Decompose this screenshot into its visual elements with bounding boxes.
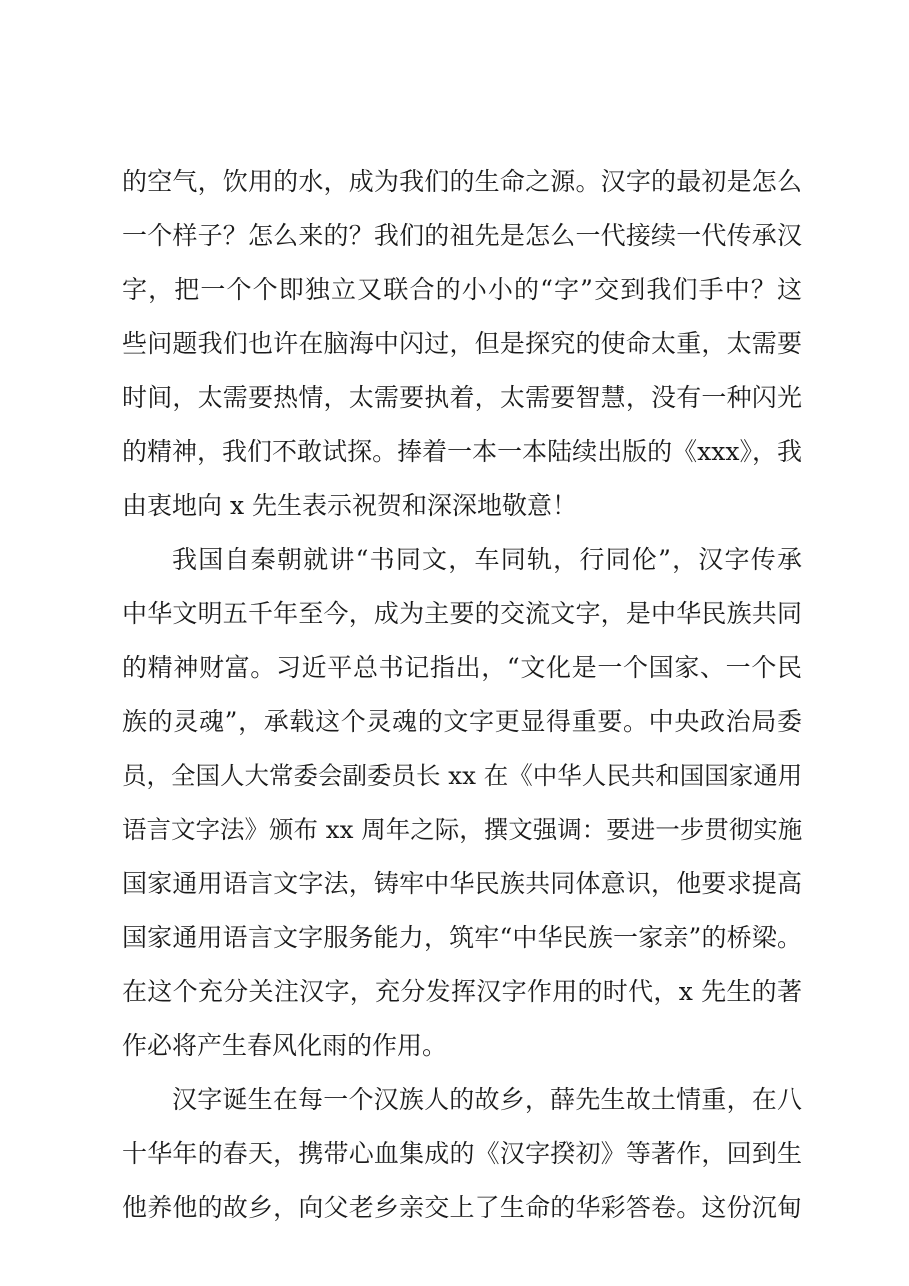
text-line: 族的灵魂”，承载这个灵魂的文字更显得重要。中央政治局委: [122, 707, 802, 736]
text-line: 的空气，饮用的水，成为我们的生命之源。汉字的最初是怎么: [122, 167, 802, 196]
text-line: 时间，太需要热情，太需要执着，太需要智慧，没有一种闪光: [122, 383, 802, 412]
text-line: 十华年的春天，携带心血集成的《汉字揆初》等著作，回到生: [122, 1139, 802, 1168]
text-line: 汉字诞生在每一个汉族人的故乡，薛先生故土情重，在八: [172, 1085, 802, 1114]
text-line: 作必将产生春风化雨的作用。: [122, 1031, 448, 1060]
text-line: 国家通用语言文字法，铸牢中华民族共同体意识，他要求提高: [122, 869, 802, 898]
text-line: 国家通用语言文字服务能力，筑牢“中华民族一家亲”的桥梁。: [122, 923, 802, 952]
text-line: 员，全国人大常委会副委员长 xx 在《中华人民共和国国家通用: [122, 761, 803, 790]
text-line: 由衷地向 x 先生表示祝贺和深深地敬意！: [122, 491, 577, 520]
text-line: 中华文明五千年至今，成为主要的交流文字，是中华民族共同: [122, 599, 802, 628]
text-line: 他养他的故乡，向父老乡亲交上了生命的华彩答卷。这份沉甸: [122, 1193, 802, 1222]
text-line: 在这个充分关注汉字，充分发挥汉字作用的时代，x 先生的著: [122, 977, 802, 1006]
text-line: 些问题我们也许在脑海中闪过，但是探究的使命太重，太需要: [122, 329, 802, 358]
text-line: 的精神财富。习近平总书记指出，“文化是一个国家、一个民: [122, 653, 802, 682]
text-line: 字，把一个个即独立又联合的小小的“字”交到我们手中？这: [122, 275, 802, 304]
text-line: 语言文字法》颁布 xx 周年之际，撰文强调：要进一步贯彻实施: [122, 815, 803, 844]
text-line: 我国自秦朝就讲“书同文，车同轨，行同伦”，汉字传承: [172, 545, 802, 574]
document-body: [122, 155, 802, 1235]
text-line: 一个样子？怎么来的？我们的祖先是怎么一代接续一代传承汉: [122, 221, 802, 250]
text-line: 的精神，我们不敢试探。捧着一本一本陆续出版的《xxx》，我: [122, 437, 802, 466]
